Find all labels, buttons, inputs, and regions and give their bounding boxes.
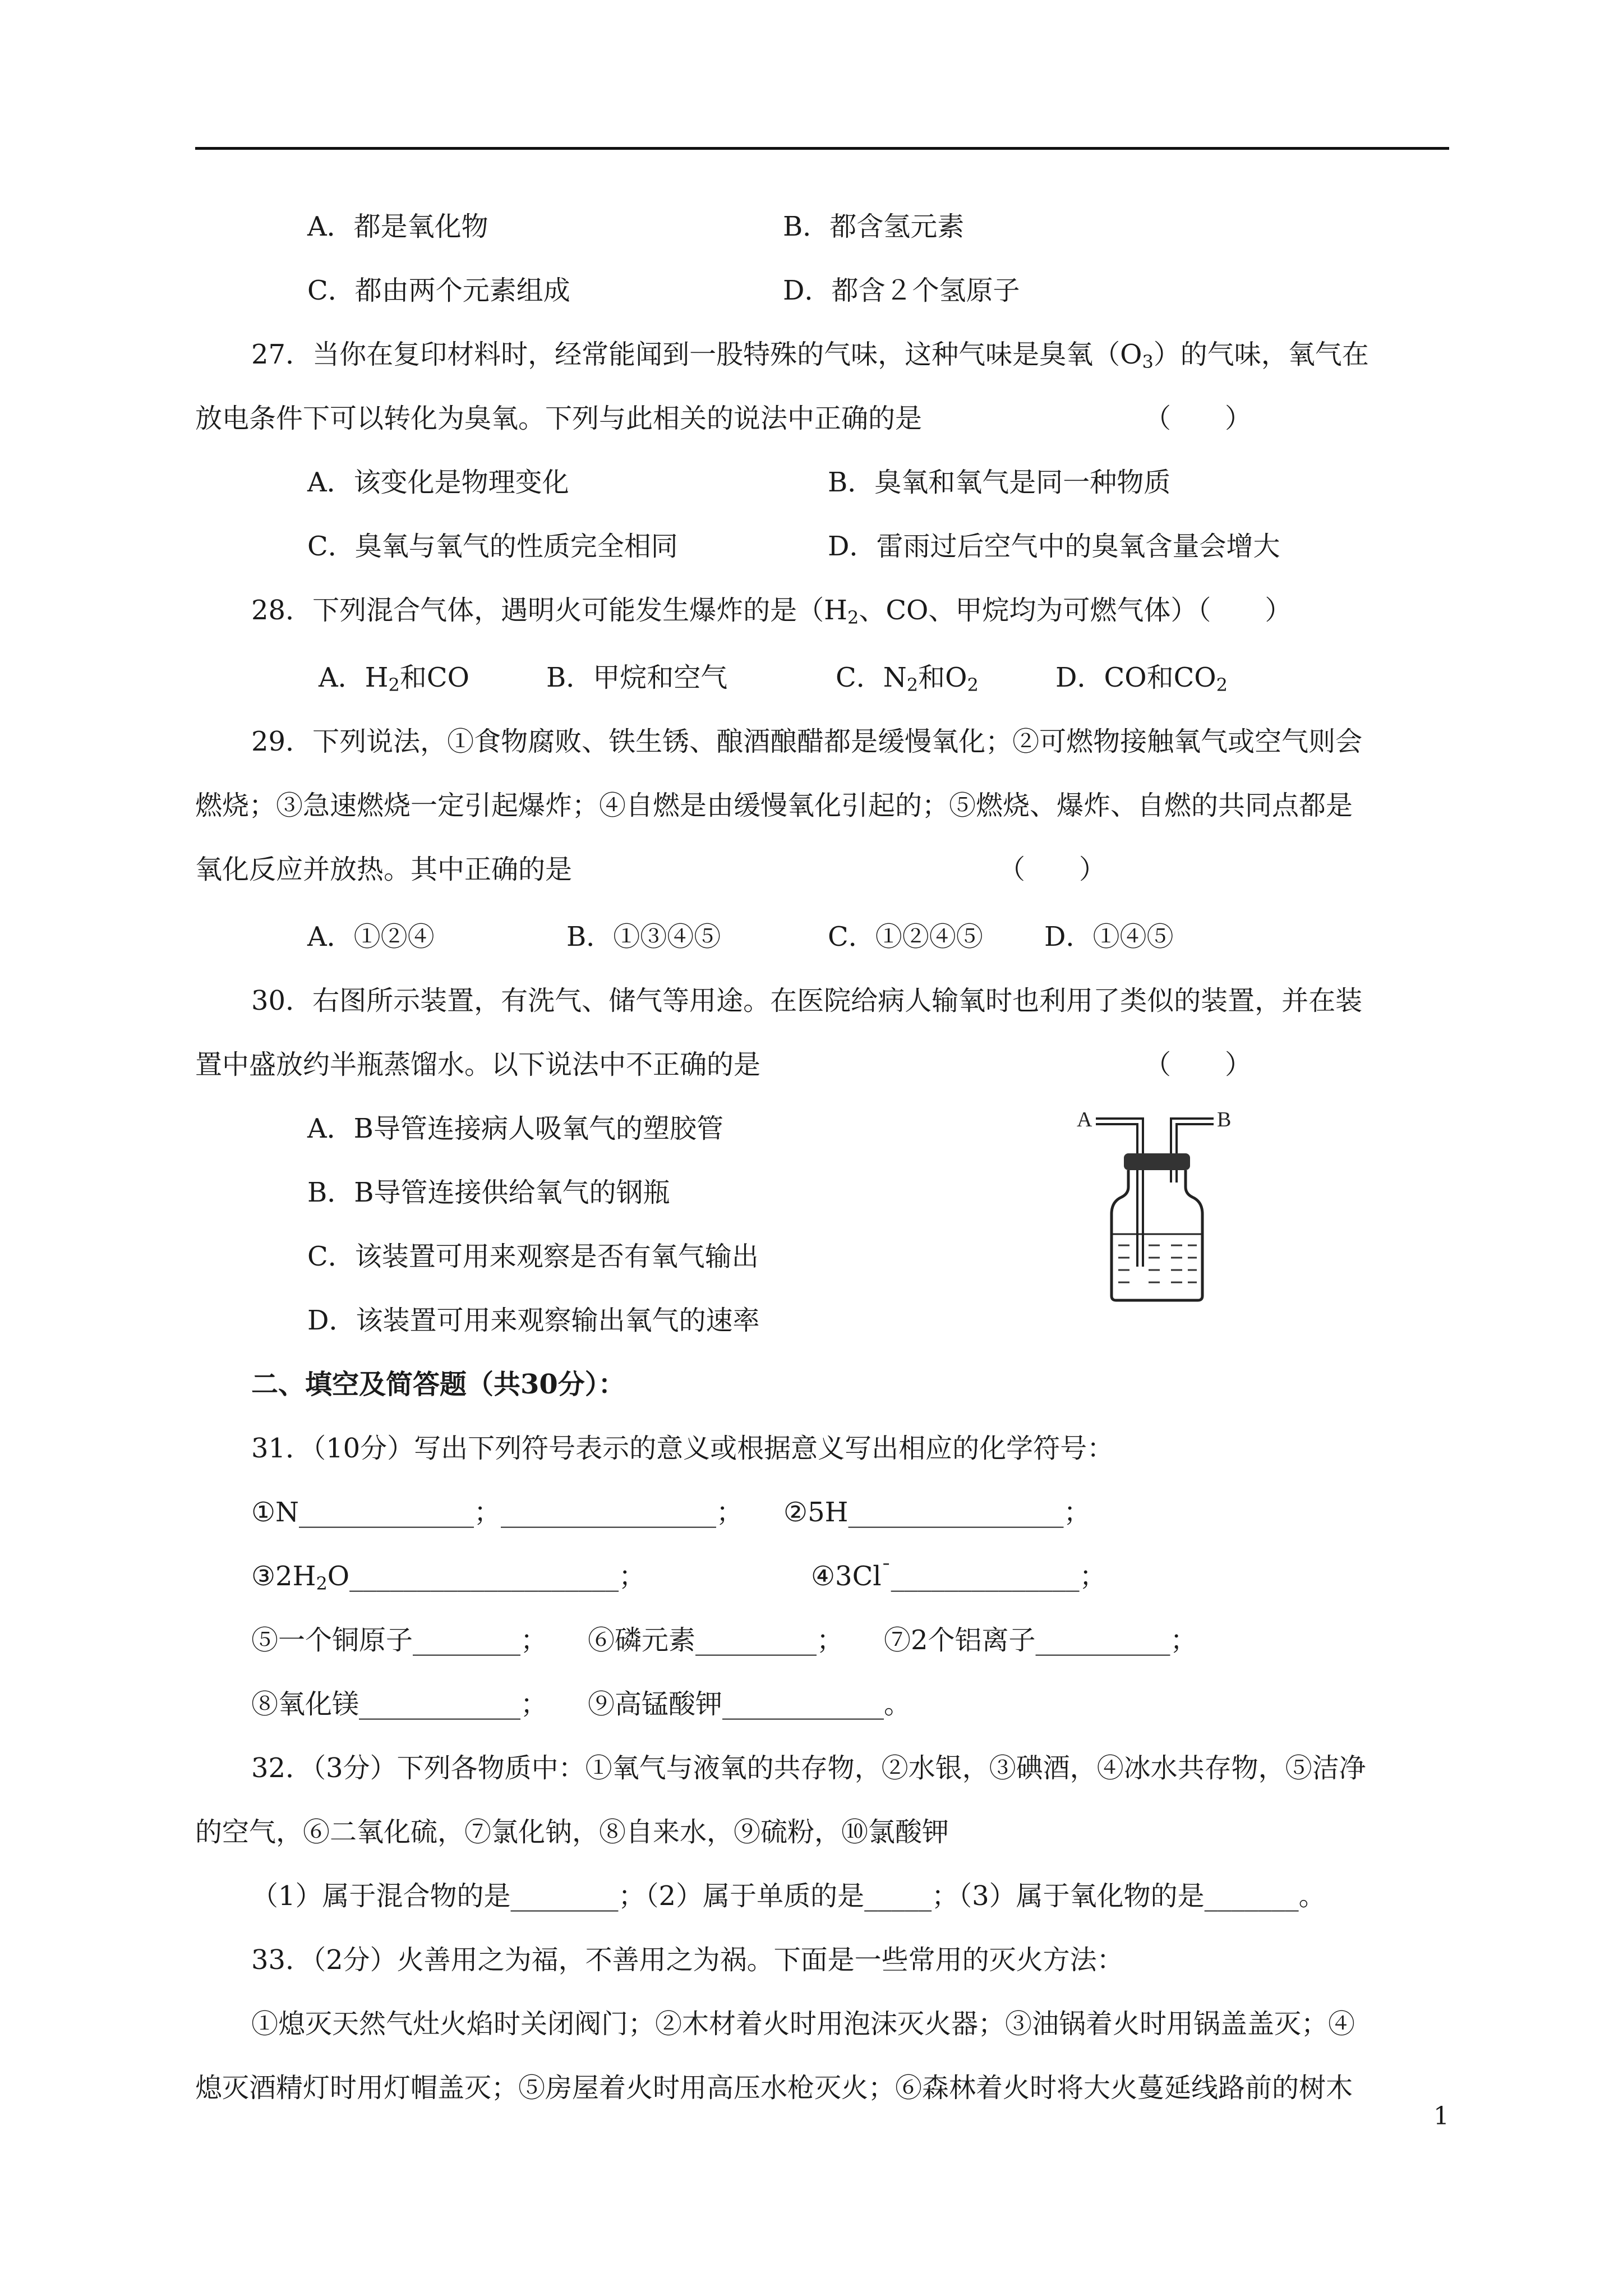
water-body xyxy=(1118,1245,1197,1282)
q28-option-a: A．$H_2$和CO xyxy=(319,662,469,696)
q33-stem-line3: 熄灭酒精灯时用灯帽盖灭；⑤房屋着火时用高压水枪灭火；⑥森林着火时将大火蔓延线路前的树木 xyxy=(195,2072,1353,2104)
q29-option-d: D．①④⑤ xyxy=(1044,921,1174,953)
q28-option-c: C．$N_2$和$O_2$ xyxy=(836,662,979,696)
q29-option-b: B．①③④⑤ xyxy=(566,921,721,953)
q26-option-c: C．都由两个元素组成 xyxy=(307,275,570,306)
q28-stem: 28．下列混合气体，遇明火可能发生爆炸的是（$H_2$、CO、甲烷均为可燃气体）（ ） xyxy=(251,595,1292,628)
q30-option-b: B．B导管连接供给氧气的钢瓶 xyxy=(307,1177,670,1208)
q31-row2-right: ④3Cl¯______________； xyxy=(811,1560,1106,1592)
q30-answer-bracket: （ ） xyxy=(1144,1049,1252,1080)
page-number: 1 xyxy=(1433,2102,1449,2131)
q33-stem-line1: 33．（2分）火善用之为福，不善用之为祸。下面是一些常用的灭火方法： xyxy=(251,1944,1124,1976)
q29-answer-bracket: （ ） xyxy=(998,854,1106,885)
q32-stem-line1: 32．（3分）下列各物质中：①氧气与液氧的共存物，②水银，③碘酒，④冰水共存物，⑤洁净 xyxy=(251,1752,1366,1784)
q31-stem: 31．（10分）写出下列符号表示的意义或根据意义写出相应的化学符号： xyxy=(251,1433,1114,1464)
tube-label-a: A xyxy=(1077,1108,1092,1131)
section2-heading: 二、填空及简答题（共30分）： xyxy=(251,1369,625,1400)
q28-option-b: B．甲烷和空气 xyxy=(546,662,728,693)
q26-option-a: A．都是氧化物 xyxy=(307,211,488,242)
q27-option-a: A．该变化是物理变化 xyxy=(307,467,569,498)
q32-stem-line2: 的空气，⑥二氧化硫，⑦氯化钠，⑧自来水，⑨硫粉，⑩氯酸钾 xyxy=(195,1816,949,1848)
q30-stem-line1: 30．右图所示装置，有洗气、储气等用途。在医院给病人输氧时也利用了类似的装置，并在装 xyxy=(251,985,1363,1016)
q31-row4: ⑧氧化镁____________； ⑨高锰酸钾____________。 xyxy=(251,1688,911,1720)
q29-stem-line2: 燃烧；③急速燃烧一定引起爆炸；④自燃是由缓慢氧化引起的；⑤燃烧、爆炸、自燃的共同点都是 xyxy=(195,790,1353,821)
q31-row3: ⑤一个铜原子________； ⑥磷元素_________； ⑦2个铝离子__________； xyxy=(251,1625,1197,1656)
q26-option-b: B．都含氢元素 xyxy=(783,211,965,242)
q29-stem-line3: 氧化反应并放热。其中正确的是 xyxy=(195,854,573,885)
header-rule xyxy=(195,147,1449,150)
q31-row1: ①N_____________；________________； ②5H________________； xyxy=(251,1497,1091,1528)
rubber-stopper xyxy=(1124,1153,1190,1170)
q30-option-d: D．该装置可用来观察输出氧气的速率 xyxy=(307,1305,760,1336)
q30-stem-line2: 置中盛放约半瓶蒸馏水。以下说法中不正确的是 xyxy=(195,1049,761,1080)
q33-stem-line2: ①熄灭天然气灶火焰时关闭阀门；②木材着火时用泡沫灭火器；③油锅着火时用锅盖盖灭；④ xyxy=(251,2008,1355,2040)
q27-option-d: D．雷雨过后空气中的臭氧含量会增大 xyxy=(828,531,1280,562)
q27-option-b: B．臭氧和氧气是同一种物质 xyxy=(828,467,1171,498)
tube-label-b: B xyxy=(1217,1108,1232,1131)
q30-option-c: C．该装置可用来观察是否有氧气输出 xyxy=(307,1241,759,1272)
q27-option-c: C．臭氧与氧气的性质完全相同 xyxy=(307,531,678,562)
q28-option-d: D．CO和$CO_2$ xyxy=(1055,662,1228,696)
q29-stem-line1: 29．下列说法，①食物腐败、铁生锈、酿酒酿醋都是缓慢氧化；②可燃物接触氧气或空气则会 xyxy=(251,726,1363,757)
q29-option-c: C．①②④⑤ xyxy=(828,921,983,953)
q29-option-a: A．①②④ xyxy=(307,921,435,953)
q31-row2-left: $③2H_2O\_\_\_\_\_\_\_\_\_\_\_\_\_\_\_\_\_\_\_\_$； xyxy=(251,1561,646,1594)
q30-option-a: A．B导管连接病人吸氧气的塑胶管 xyxy=(307,1113,723,1144)
bottle-outline xyxy=(1112,1170,1202,1300)
q27-stem-line1: 27．当你在复印材料时，经常能闻到一股特殊的气味，这种气味是臭氧$(O_3)$的气味，氧气在 xyxy=(251,339,1369,372)
gas-washing-bottle-diagram xyxy=(1077,1098,1262,1306)
q27-answer-bracket: （ ） xyxy=(1144,403,1252,434)
q26-option-d: D．都含２个氢原子 xyxy=(783,275,1020,306)
long-tube-a xyxy=(1096,1119,1143,1267)
q27-stem-line2: 放电条件下可以转化为臭氧。下列与此相关的说法中正确的是 xyxy=(195,403,923,434)
q32-answer-line: （1）属于混合物的是________；（2）属于单质的是_____；（3）属于氧化物的是_______。 xyxy=(251,1880,1326,1912)
